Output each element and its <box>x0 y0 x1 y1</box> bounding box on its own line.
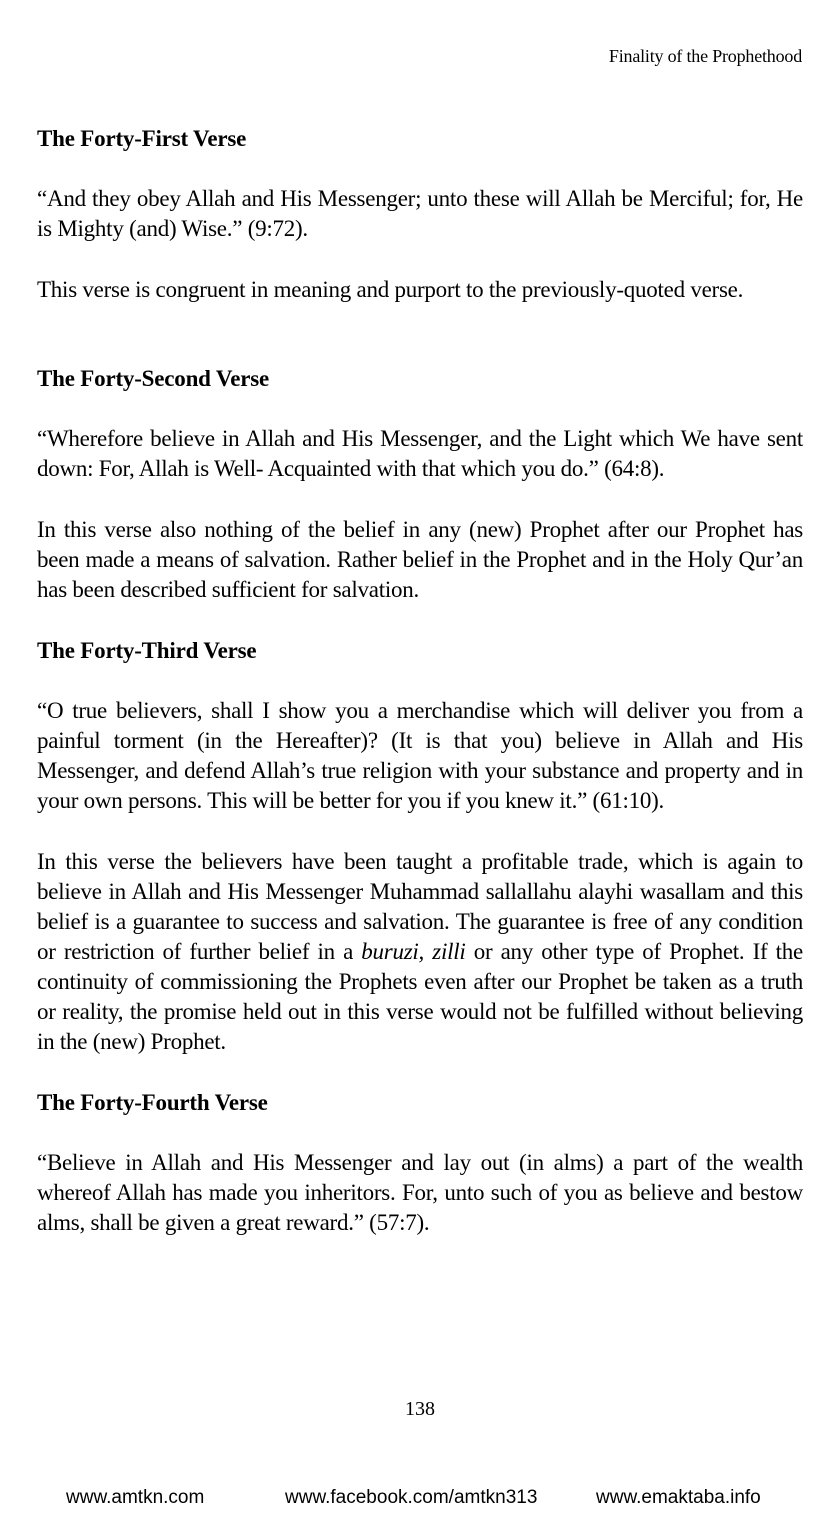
commentary-41: This verse is congruent in meaning and purport to the previously-quoted verse. <box>37 277 744 302</box>
footer-link-emaktaba[interactable]: www.emaktaba.info <box>596 1487 761 1508</box>
footer <box>0 1487 840 1517</box>
section-heading-41: The Forty-First Verse <box>37 126 247 151</box>
page-content <box>37 124 803 1269</box>
section-heading-42: The Forty-Second Verse <box>37 366 269 391</box>
commentary-42: In this verse also nothing of the belief in any (new) Prophet after our Prophet has been made a means of salvation. Rather belief in the Prophet and in the Holy Qur’an has been described sufficient for salvation. <box>37 517 803 602</box>
verse-quote-44: “Believe in Allah and His Messenger and lay out (in alms) a part of the wealth whereof Allah has made you inheritors. For, unto such of you as believe and bestow alms, shall be given a great reward.” (57:7). <box>37 1150 803 1235</box>
running-header: Finality of the Prophethood <box>608 46 802 66</box>
term-zilli: zilli <box>432 939 466 964</box>
verse-quote-43: “O true believers, shall I show you a merchandise which will deliver you from a painful torment (in the Hereafter)? (It is that you) believe in Allah and His Messenger, and defend Allah’s true religion with your substance and property and in your own persons. This will be better for you if you knew it.” (61:10). <box>37 698 803 813</box>
section-heading-44: The Forty-Fourth Verse <box>37 1090 268 1115</box>
commentary-43 <box>37 847 803 1057</box>
verse-quote-41: “And they obey Allah and His Messenger; unto these will Allah be Merciful; for, He is Mighty (and) Wise.” (9:72). <box>37 186 803 241</box>
verse-quote-42: “Wherefore believe in Allah and His Messenger, and the Light which We have sent down: For, Allah is Well- Acquainted with that which you do.” (64:8). <box>37 426 803 481</box>
section-heading-43: The Forty-Third Verse <box>37 638 257 663</box>
term-buruzi: buruzi, <box>361 939 425 964</box>
page-number: 138 <box>405 1398 435 1420</box>
footer-link-amtkn[interactable]: www.amtkn.com <box>66 1487 205 1508</box>
commentary-43-part1: In this verse the believers have been taught a profitable trade, which is again to believe in Allah and His Messenger Muhammad sallallahu alayhi wasallam and this belief is a guarantee to success and salvation. The guarantee is free of any condition or restriction of further belief in a <box>37 849 803 964</box>
footer-link-facebook[interactable]: www.facebook.com/amtkn313 <box>285 1487 538 1508</box>
commentary-43-part2: or any other type of Prophet. If the continuity of commissioning the Prophets even after our Prophet be taken as a truth or reality, the promise held out in this verse would not be fulfilled without believing in the (new) Prophet. <box>37 939 803 1054</box>
